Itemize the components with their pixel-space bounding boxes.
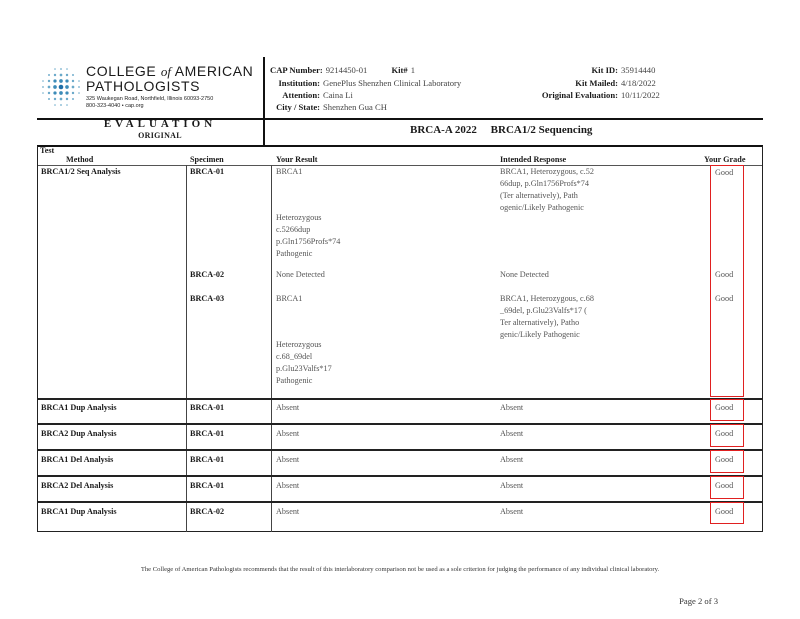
grade: Good <box>715 481 734 490</box>
test-name: BRCA1/2 Seq Analysis <box>41 167 121 176</box>
result: Absent <box>276 429 300 438</box>
col-header-grade: Your Grade <box>704 155 746 164</box>
result: BRCA1 <box>276 294 303 303</box>
grade-highlight-box <box>710 165 744 397</box>
result: Absent <box>276 455 300 464</box>
test-name: BRCA1 Dup Analysis <box>41 403 117 412</box>
result: Absent <box>276 481 300 490</box>
specimen: BRCA-01 <box>190 429 225 438</box>
result: None Detected <box>276 270 325 279</box>
original-evaluation-row: Original Evaluation: 10/11/2022 <box>541 90 660 100</box>
col-header-method: Method <box>66 155 94 164</box>
specimen: BRCA-02 <box>190 270 225 279</box>
intended-response: BRCA1, Heterozygous, c.52 66dup, p.Gln1756Profs*74 (Ter alternatively), Path ogenic/Likely Pathogenic <box>500 167 594 212</box>
grade: Good <box>715 455 734 464</box>
col-divider-result <box>271 165 272 532</box>
test-name: BRCA1 Dup Analysis <box>41 507 117 516</box>
attention-row: Attention: Caina Li <box>282 90 353 100</box>
grade: Good <box>715 168 734 177</box>
grade-highlight-box <box>710 502 744 524</box>
grade: Good <box>715 429 734 438</box>
evaluation-table <box>37 146 763 532</box>
evaluation-title: EVALUATION <box>103 118 217 130</box>
grade-highlight-box <box>710 476 744 499</box>
grade-highlight-box <box>710 399 744 421</box>
intended-response: Absent <box>500 403 524 412</box>
result-detail: Heterozygous c.5266dup p.Gln1756Profs*74 Pathogenic <box>276 213 341 258</box>
specimen: BRCA-03 <box>190 294 225 303</box>
intended-response: Absent <box>500 481 524 490</box>
program-title: BRCA-A 2022 BRCA1/2 Sequencing <box>410 124 593 136</box>
specimen: BRCA-01 <box>190 167 225 176</box>
intended-response: Absent <box>500 455 524 464</box>
intended-response: Absent <box>500 429 524 438</box>
disclaimer-note: The College of American Pathologists recommends that the result of this interlaboratory comparison not be used as a sole criterion for judging the performance of any individual clinical laboratory. <box>140 566 660 573</box>
grade-highlight-box <box>710 424 744 447</box>
cap-dots-logo-icon <box>40 66 82 108</box>
logo-text <box>86 64 253 110</box>
row-divider <box>38 449 762 451</box>
result: BRCA1 <box>276 167 303 176</box>
result: Absent <box>276 507 300 516</box>
row-divider <box>38 501 762 503</box>
col-header-test: Test <box>40 146 55 155</box>
col-header-specimen: Specimen <box>190 155 224 164</box>
test-name: BRCA1 Del Analysis <box>41 455 114 464</box>
specimen: BRCA-01 <box>190 455 225 464</box>
row-divider <box>38 398 762 400</box>
logo-line-1: COLLEGE of AMERICAN <box>86 63 254 79</box>
grade-highlight-box <box>710 450 744 473</box>
header-divider <box>263 57 265 145</box>
result: Absent <box>276 403 300 412</box>
intended-response: BRCA1, Heterozygous, c.68 _69del, p.Glu23Valfs*17 ( Ter alternatively), Patho genic/Likely Pathogenic <box>500 294 594 339</box>
col-header-intended: Intended Response <box>500 155 567 164</box>
row-divider <box>38 423 762 425</box>
header-underline <box>38 165 762 166</box>
test-name: BRCA2 Dup Analysis <box>41 429 117 438</box>
intended-response: Absent <box>500 507 524 516</box>
result-detail: Heterozygous c.68_69del p.Glu23Valfs*17 Pathogenic <box>276 340 332 385</box>
specimen: BRCA-01 <box>190 403 225 412</box>
row-divider <box>38 475 762 477</box>
grade: Good <box>715 270 734 279</box>
logo-address: 325 Waukegan Road, Northfield, Illinois 60093-2750 800-323-4040 • cap.org <box>86 96 214 109</box>
intended-response: None Detected <box>500 270 549 279</box>
grade: Good <box>715 294 734 303</box>
logo-line-2: PATHOLOGISTS <box>86 78 201 94</box>
kit-id-row: Kit ID: 35914440 <box>591 65 656 75</box>
kit-mailed-row: Kit Mailed: 4/18/2022 <box>575 78 656 88</box>
institution-row: Institution: GenePlus Shenzhen Clinical Laboratory <box>278 78 462 88</box>
evaluation-subtitle: ORIGINAL <box>138 131 182 140</box>
specimen: BRCA-01 <box>190 481 225 490</box>
city-state-row: City / State: Shenzhen Gua CH <box>276 102 387 112</box>
cap-logo <box>40 64 260 116</box>
specimen: BRCA-02 <box>190 507 225 516</box>
test-name: BRCA2 Del Analysis <box>41 481 114 490</box>
grade: Good <box>715 403 734 412</box>
cap-number-row: CAP Number: 9214450-01 Kit# 1 <box>270 65 415 75</box>
page-number: Page 2 of 3 <box>679 596 718 606</box>
col-divider-specimen <box>186 165 187 532</box>
grade: Good <box>715 507 734 516</box>
col-header-result: Your Result <box>276 155 318 164</box>
